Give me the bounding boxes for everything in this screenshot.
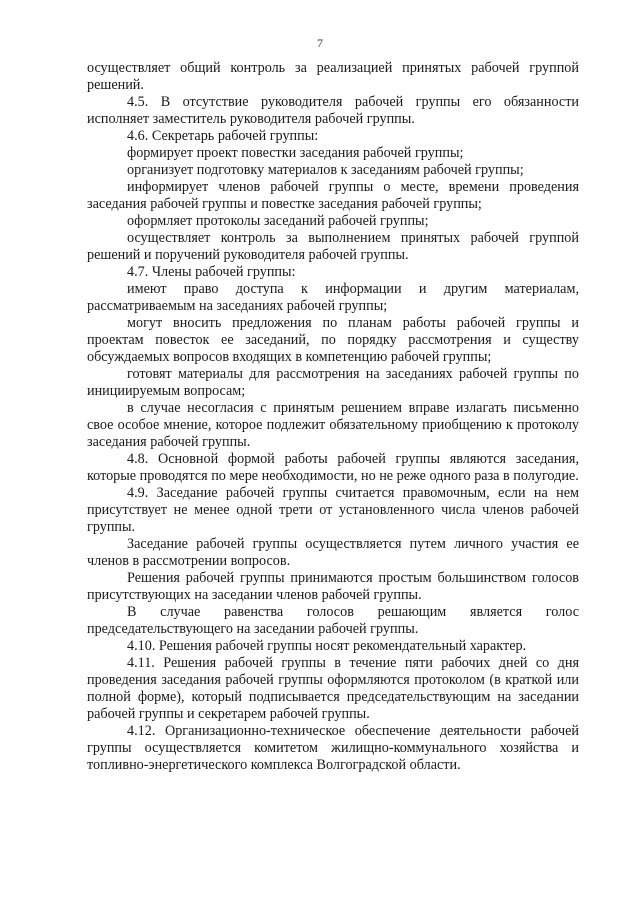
page-number: 7 — [317, 36, 323, 50]
paragraph-4-6-heading: 4.6. Секретарь рабочей группы: — [127, 128, 319, 144]
paragraph-4-12: 4.12. Организационно-техническое обеспечение деятельности рабочей группы осуществляется комитетом жилищно-коммунального хозяйства и топливно-энергетического комплекса Волгоградской области. — [87, 723, 579, 773]
paragraph-4-9-tie-vote: В случае равенства голосов решающим является голос председательствующего на заседании рабочей группы. — [87, 604, 579, 637]
paragraph-4-8: 4.8. Основной формой работы рабочей группы являются заседания, которые проводятся по мере необходимости, но не реже одного раза в полугодие. — [87, 451, 579, 484]
paragraph-member-right-2: могут вносить предложения по планам работы рабочей группы и проектам повесток ее заседаний, по порядку рассмотрения и существу обсуждаемых вопросов входящих в компетенцию рабочей группы; — [87, 315, 579, 365]
paragraph-4-9-participation: Заседание рабочей группы осуществляется путем личного участия ее членов в рассмотрении вопросов. — [87, 536, 579, 569]
paragraph-4-9: 4.9. Заседание рабочей группы считается правомочным, если на нем присутствует не менее одной трети от установленного числа членов рабочей группы. — [87, 485, 579, 535]
document-body — [87, 60, 579, 774]
paragraph-continuation: осуществляет общий контроль за реализацией принятых рабочей группой решений. — [87, 60, 579, 93]
paragraph-4-11: 4.11. Решения рабочей группы в течение пяти рабочих дней со дня проведения заседания рабочей группы оформляются протоколом (в краткой или полной форме), который подписывается председательствующим на заседании рабочей группы и секретарем рабочей группы. — [87, 655, 579, 722]
paragraph-member-right-4: в случае несогласия с принятым решением вправе излагать письменно свое особое мнение, которое подлежит обязательному приобщению к протоколу заседания рабочей группы. — [87, 400, 579, 450]
paragraph-member-right-1: имеют право доступа к информации и другим материалам, рассматриваемым на заседаниях рабочей группы; — [87, 281, 579, 314]
paragraph-member-right-3: готовят материалы для рассмотрения на заседаниях рабочей группы по инициируемым вопросам; — [87, 366, 579, 399]
paragraph-4-10: 4.10. Решения рабочей группы носят рекомендательный характер. — [127, 638, 527, 654]
paragraph-secretary-duty-4: оформляет протоколы заседаний рабочей группы; — [127, 213, 429, 229]
paragraph-4-5: 4.5. В отсутствие руководителя рабочей группы его обязанности исполняет заместитель руководителя рабочей группы. — [87, 94, 579, 127]
paragraph-secretary-duty-1: формирует проект повестки заседания рабочей группы; — [127, 145, 464, 161]
paragraph-4-7-heading: 4.7. Члены рабочей группы: — [127, 264, 296, 280]
paragraph-secretary-duty-5: осуществляет контроль за выполнением принятых рабочей группой решений и поручений руководителя рабочей группы. — [87, 230, 579, 263]
paragraph-4-9-decisions: Решения рабочей группы принимаются простым большинством голосов присутствующих на заседании членов рабочей группы. — [87, 570, 579, 603]
paragraph-secretary-duty-3: информирует членов рабочей группы о месте, времени проведения заседания рабочей группы и повестке заседания рабочей группы; — [87, 179, 579, 212]
paragraph-secretary-duty-2: организует подготовку материалов к заседаниям рабочей группы; — [127, 162, 524, 178]
